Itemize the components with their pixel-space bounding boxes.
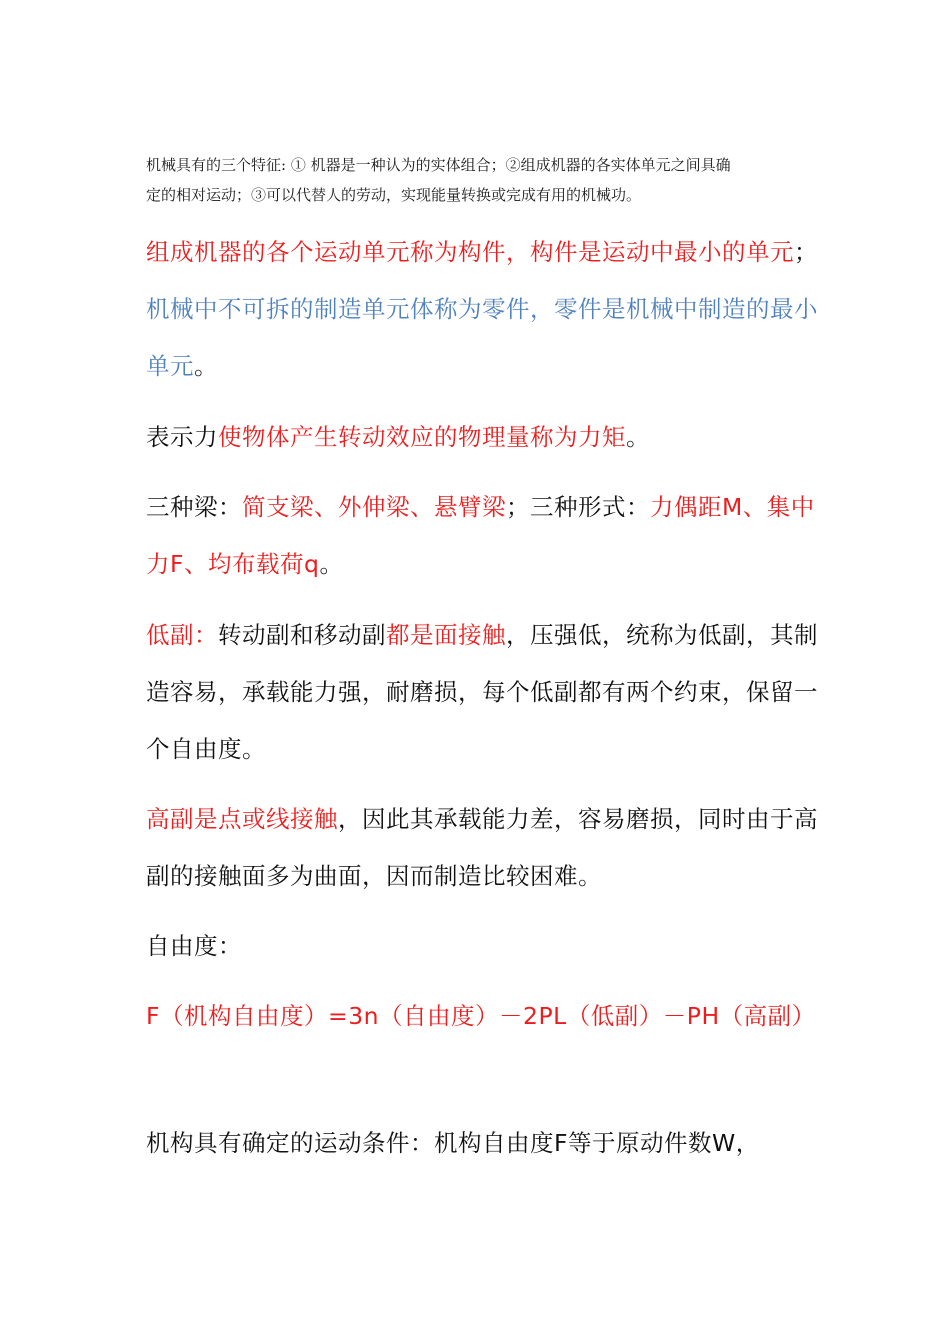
lower-pair-paragraph [146, 607, 836, 778]
component-definition: 组成机器的各个运动单元称为构件，构件是运动中最小的单元 [146, 238, 794, 266]
dof-label: 自由度： [146, 932, 242, 960]
surface-contact: 都是面接触 [386, 621, 506, 649]
beams-label: 三种梁： [146, 493, 242, 521]
higher-pair-paragraph [146, 791, 836, 905]
intro-paragraph [146, 150, 826, 210]
separator: ； [794, 238, 818, 266]
motion-condition-text: 机构具有确定的运动条件：机构自由度F等于原动件数W， [146, 1129, 760, 1157]
forms-label: ；三种形式： [506, 493, 650, 521]
beam-types: 简支梁、外伸梁、悬臂梁 [242, 493, 506, 521]
period: 。 [194, 352, 218, 380]
motion-condition-paragraph [146, 1115, 836, 1172]
intro-line-1: 机械具有的三个特征: ① 机器是一种认为的实体组合；②组成机器的各实体单元之间具确 [146, 156, 731, 174]
lower-pair-types: 转动副和移动副 [218, 621, 386, 649]
period: 。 [626, 423, 650, 451]
lower-pair-description: ，压强低，统称为低副，其制造容易，承载能力强，耐磨损，每个低副都有两个约束，保留一个自由度。 [146, 621, 818, 763]
load-forms: 力偶距M、集中力F、均布载荷q [146, 493, 815, 578]
dof-formula [146, 988, 836, 1045]
period: 。 [319, 550, 344, 578]
moment-prefix: 表示力 [146, 423, 218, 451]
beams-paragraph [146, 479, 836, 593]
higher-pair-definition: 高副是点或线接触 [146, 805, 338, 833]
intro-line-2: 定的相对运动；③可以代替人的劳动，实现能量转换或完成有用的机械功。 [146, 186, 642, 204]
components-paragraph [146, 224, 836, 395]
moment-paragraph [146, 409, 836, 466]
moment-definition: 使物体产生转动效应的物理量称为力矩 [218, 423, 626, 451]
part-definition: 机械中不可拆的制造单元体称为零件，零件是机械中制造的最小单元 [146, 295, 818, 380]
dof-heading [146, 918, 836, 975]
higher-pair-description: ，因此其承载能力差，容易磨损，同时由于高副的接触面多为曲面，因而制造比较困难。 [146, 805, 818, 890]
lower-pair-label: 低副： [146, 621, 218, 649]
formula-text: F（机构自由度）=3n（自由度）－2PL（低副）－PH（高副） [146, 1002, 816, 1030]
